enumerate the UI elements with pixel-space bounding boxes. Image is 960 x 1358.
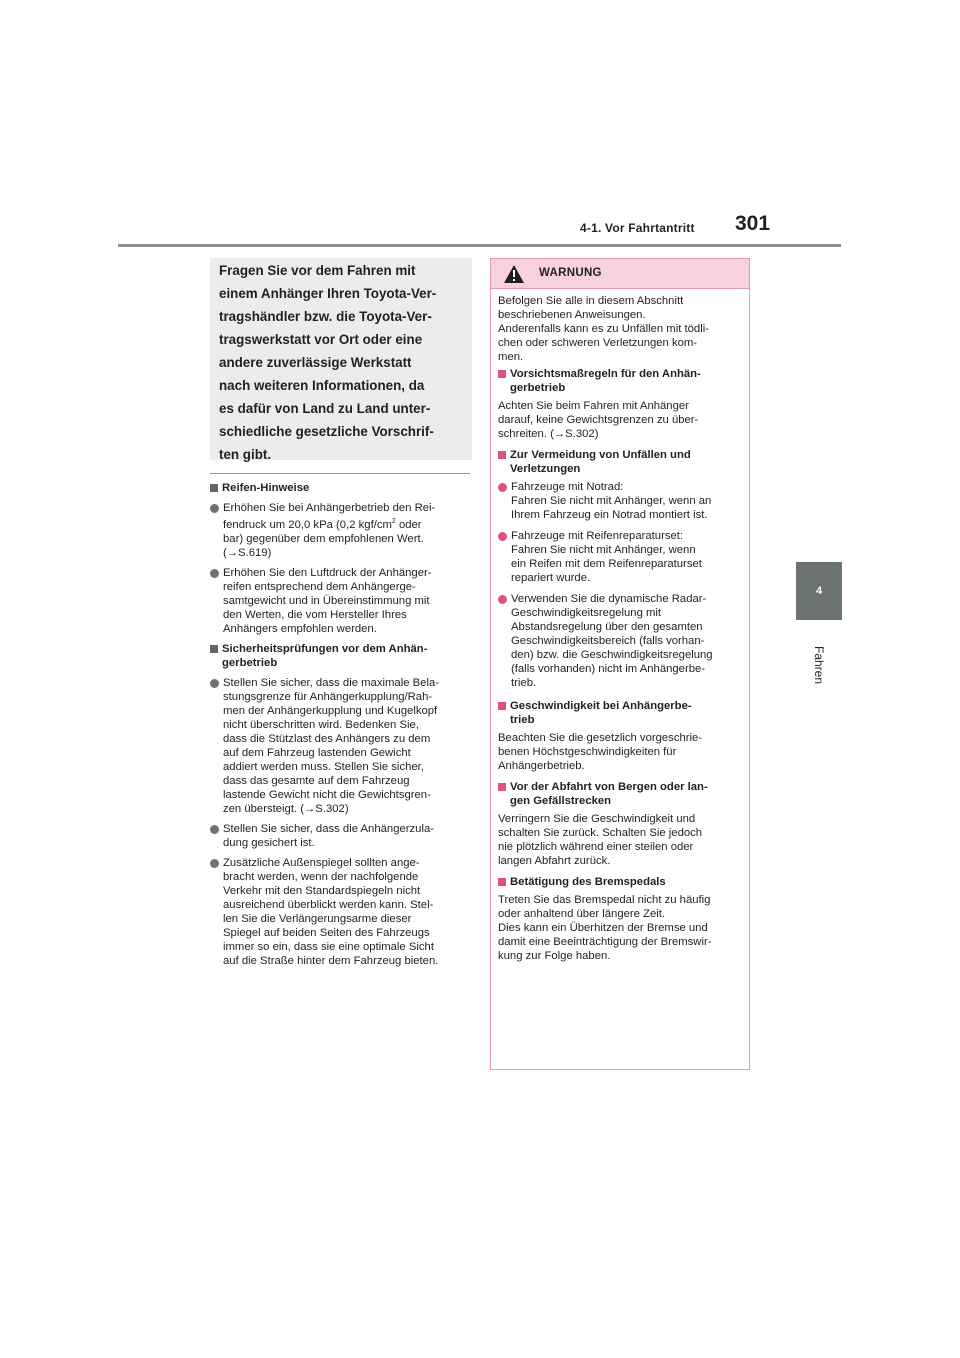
round-bullet-icon [210,504,219,513]
header-rule [118,244,841,247]
square-bullet-icon [498,702,506,710]
section-divider [210,473,470,474]
square-bullet-icon [498,783,506,791]
safety-bullet-1: Stellen Sie sicher, dass die maximale Bela- stungsgrenze für Anhängerkupplung/Rah- men der Anhängerkupplung und Kugelkopf nicht überschritten wird. Bedenken Sie, dass die Stützlast des Anhängers zu dem auf dem Fahrzeug lastenden Gewicht addiert werden muss. Stellen Sie sicher, dass das gesamte auf dem Fahrzeug lastende Gewicht nicht die Gewichtsgren- zen übersteigt. (→S.302) [210,676,472,816]
warning-title: WARNUNG [539,267,602,279]
intro-line: schiedliche gesetzliche Vorschrif- [219,424,434,439]
intro-line: tragshändler bzw. die Toyota-Ver- [219,309,432,324]
chapter-tab: 4 [796,562,842,620]
round-bullet-icon [498,483,507,492]
warning-heading-accident-prevention: Zur Vermeidung von Unfällen und Verletzungen [498,448,744,476]
intro-line: einem Anhänger Ihren Toyota-Ver- [219,286,437,301]
warning-bullet-spare-tire: Fahrzeuge mit Notrad: Fahren Sie nicht mit Anhänger, wenn an Ihrem Fahrzeug ein Notrad montiert ist. [498,480,744,522]
tires-heading: Reifen-Hinweise [210,481,472,495]
safety-bullet-2: Stellen Sie sicher, dass die Anhängerzula- dung gesichert ist. [210,822,472,850]
tires-bullet-1: Erhöhen Sie bei Anhängerbetrieb den Rei- fendruck um 20,0 kPa (0,2 kgf/$cm^2$ oder bar) gegenüber dem empfohlenen Wert. (→S.619) [210,501,472,560]
square-bullet-icon [498,370,506,378]
chapter-label: Fahren [812,645,826,685]
warning-heading-speed: Geschwindigkeit bei Anhängerbe- trieb [498,699,744,727]
intro-box [210,258,472,460]
warning-heading-brake-pedal: Betätigung des Bremspedals [498,875,744,889]
round-bullet-icon [498,532,507,541]
left-column [210,258,472,968]
safety-bullet-3: Zusätzliche Außenspiegel sollten ange- bracht werden, wenn der nachfolgende Verkehr mit den Standardspiegeln nicht ausreichend überblickt werden kann. Stel- len Sie die Verlängerungsarme dieser Spiegel auf beiden Seiten des Fahrzeugs immer so ein, dass sie eine optimale Sicht auf die Straße hinter dem Fahrzeug bieten. [210,856,472,968]
header-section-title: 4-1. Vor Fahrtantritt [580,221,695,235]
page-number: 301 [735,212,771,235]
safety-heading: Sicherheitsprüfungen vor dem Anhän- gerbetrieb [210,642,472,670]
warning-heading-trailer-precautions: Vorsichtsmaßregeln für den Anhän- gerbetrieb [498,367,744,395]
warning-heading-downhill: Vor der Abfahrt von Bergen oder lan- gen Gefällstrecken [498,780,744,808]
round-bullet-icon [210,679,219,688]
warning-text-trailer-precautions: Achten Sie beim Fahren mit Anhänger darauf, keine Gewichtsgrenzen zu über- schreiten. (→S.302) [498,400,699,440]
square-bullet-icon [210,484,218,492]
round-bullet-icon [210,569,219,578]
intro-line: ten gibt. [219,447,272,462]
warning-intro: Befolgen Sie alle in diesem Abschnitt beschriebenen Anweisungen. Anderenfalls kann es zu Unfällen mit tödli- chen oder schweren Verletzungen kom- men. [498,295,709,363]
round-bullet-icon [210,859,219,868]
intro-line: Fragen Sie vor dem Fahren mit [219,263,416,278]
square-bullet-icon [498,878,506,886]
round-bullet-icon [498,595,507,604]
intro-line: andere zuverlässige Werkstatt [219,355,412,370]
square-bullet-icon [210,645,218,653]
square-bullet-icon [498,451,506,459]
warning-header [491,259,749,289]
intro-line: es dafür von Land zu Land unter- [219,401,431,416]
tires-bullet-2: Erhöhen Sie den Luftdruck der Anhänger- reifen entsprechend dem Anhängerge- samtgewicht und in Übereinstimmung mit den Werten, die vom Hersteller Ihres Anhängers empfohlen werden. [210,566,472,636]
warning-bullet-repair-kit: Fahrzeuge mit Reifenreparaturset: Fahren Sie nicht mit Anhänger, wenn ein Reifen mit dem Reifenreparaturset repariert wurde. [498,529,744,585]
warning-text-brake-pedal: Treten Sie das Bremspedal nicht zu häufig oder anhaltend über längere Zeit. Dies kann ein Überhitzen der Bremse und damit eine Beeinträchtigung der Bremswir- kung zur Folge haben. [498,894,712,962]
warning-triangle-icon [503,264,525,284]
warning-text-speed: Beachten Sie die gesetzlich vorgeschrie- benen Höchstgeschwindigkeiten für Anhängerbetrieb. [498,732,703,772]
warning-text-downhill: Verringern Sie die Geschwindigkeit und schalten Sie zurück. Schalten Sie jedoch nie plötzlich während einer steilen oder langen Abfahrt zurück. [498,813,703,867]
warning-bullet-cruise-control: Verwenden Sie die dynamische Radar- Geschwindigkeitsregelung mit Abstandsregelung über den gesamten Geschwindigkeitsbereich (falls vorhan- den) bzw. die Geschwindigkeitsregelung (falls vorhanden) nicht im Anhängerbe- trieb. [498,592,744,690]
intro-line: nach weiteren Informationen, da [219,378,425,393]
warning-box [490,258,750,1070]
intro-line: tragswerkstatt vor Ort oder eine [219,332,423,347]
round-bullet-icon [210,825,219,834]
